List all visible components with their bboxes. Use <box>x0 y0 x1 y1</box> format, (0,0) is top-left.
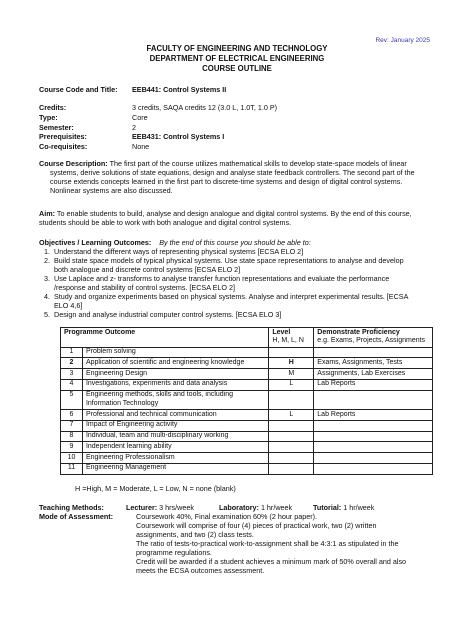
list-item: 4. Study and organize experiments based on physical systems. Analyse and interpret experimental results. [ECSA ELO 4,6] <box>44 292 409 310</box>
objectives-label: Objectives / Learning Outcomes <box>39 238 149 247</box>
list-item: 5. Design and analyse industrial computer control systems. [ECSA ELO 3] <box>44 310 282 319</box>
table-row: 3 Engineering Design M Assignments, Lab Exercises <box>61 369 433 380</box>
department-heading: DEPARTMENT OF ELECTRICAL ENGINEERING <box>149 54 325 63</box>
assessment-line: Coursework 40%, Final examination 60% (2 hour paper). <box>136 512 317 521</box>
programme-outcome-table <box>60 327 433 475</box>
corequisites-value: None <box>132 142 150 151</box>
description-line: The first part of the course utilizes mathematical skills to develop state-space models of linear <box>109 159 407 168</box>
table-header-row <box>61 328 433 348</box>
list-item: 2. Build state space models of typical physical systems. Use state space representations to analyse and develop both analogue and discrete control systems [ECSA ELO 2] <box>44 256 404 274</box>
assessment-details <box>136 512 436 575</box>
col-header-proficiency: Demonstrate Proficiency e.g. Exams, Projects, Assignments <box>314 328 433 348</box>
col-header-level: Level H, M, L, N <box>269 328 314 348</box>
level-legend: H =High, M = Moderate, L = Low, N = none (blank) <box>75 484 236 493</box>
revision-label: Rev: January 2025 <box>375 37 430 44</box>
table-row: 7 Impact of Engineering activity <box>61 420 433 431</box>
assessment-line: programme regulations. <box>136 548 212 557</box>
description-line: Nonlinear systems are also discussed. <box>50 186 173 195</box>
assessment-line: meets the ECSA outcomes assessment. <box>136 566 265 575</box>
objectives-heading: Objectives / Learning Outcomes: By the end of this course you should be able to: <box>39 238 311 247</box>
table-row: 6 Professional and technical communication L Lab Reports <box>61 410 433 421</box>
type-value: Core <box>132 113 148 122</box>
description-label: Course Description: <box>39 159 108 168</box>
table-row: 10 Engineering Professionalism <box>61 453 433 464</box>
description-line: systems, derive solutions of state equations, design and analyse state feedback controllers. The second part of the <box>50 168 415 177</box>
table-row: 5 Engineering methods, skills and tools, including Information Technology <box>61 390 433 410</box>
aim-line: To enable students to build, analyse and design analogue and digital control systems. By the end of this course, <box>56 209 412 218</box>
aim-line: students should be able to work with both analogue and digital control systems. <box>39 218 292 227</box>
table-row: 9 Independent learning ability <box>61 442 433 453</box>
list-item: 3. Use Laplace and z- transforms to analyse transfer function representations and evaluate the performance /response and stability of control systems. [ECSA ELO 2] <box>44 274 390 292</box>
objectives-list <box>39 247 439 319</box>
course-code-value: EEB441: Control Systems II <box>132 85 227 94</box>
faculty-heading: FACULTY OF ENGINEERING AND TECHNOLOGY <box>146 44 328 53</box>
objectives-intro: By the end of this course you should be able to: <box>159 238 311 247</box>
prerequisites-value: EEB431: Control Systems I <box>132 132 225 141</box>
prerequisites-label: Prerequisites: <box>39 132 87 141</box>
corequisites-label: Co-requisites: <box>39 142 88 151</box>
semester-value: 2 <box>132 123 136 132</box>
semester-label: Semester: <box>39 123 74 132</box>
assessment-label: Mode of Assessment: <box>39 512 114 521</box>
tutorial-hours: Tutorial: 1 hr/week <box>313 503 375 512</box>
aim-section <box>39 209 439 227</box>
assessment-line: Credit will be awarded if a student achieves a minimum mark of 50% overall and also <box>136 557 407 566</box>
list-item: 1. Understand the different ways of representing physical systems [ECSA ELO 2] <box>44 247 304 256</box>
teaching-methods-label: Teaching Methods: <box>39 503 104 512</box>
table-row: 1 Problem solving <box>61 347 433 358</box>
table-row: 4 Investigations, experiments and data analysis L Lab Reports <box>61 379 433 390</box>
document-title: COURSE OUTLINE <box>202 64 272 73</box>
table-row: 11 Engineering Management <box>61 463 433 474</box>
course-description <box>39 159 439 195</box>
type-label: Type: <box>39 113 58 122</box>
assessment-line: Coursework will comprise of four (4) pieces of practical work, two (2) written <box>136 521 377 530</box>
aim-label: Aim: <box>39 209 55 218</box>
credits-value: 3 credits, SAQA credits 12 (3.0 L, 1.0T, 1.0 P) <box>132 103 278 112</box>
laboratory-hours: Laboratory: 1 hr/week <box>219 503 293 512</box>
table-row: 8 Individual, team and multi-disciplinary working <box>61 431 433 442</box>
table-row: 2 Application of scientific and engineering knowledge H Exams, Assignments, Tests <box>61 358 433 369</box>
course-code-label: Course Code and Title: <box>39 85 118 94</box>
col-header-outcome: Programme Outcome <box>61 328 269 348</box>
lecturer-hours: Lecturer: 3 hrs/week <box>126 503 194 512</box>
credits-label: Credits: <box>39 103 67 112</box>
assessment-line: assignments, and two (2) class tests. <box>136 530 254 539</box>
description-line: course extends concepts learned in the first part to discrete-time systems and design of digital control systems. <box>50 177 403 186</box>
assessment-line: The ratio of tests-to-practical work-to-assignment shall be 4:3:1 as stipulated in the <box>136 539 399 548</box>
